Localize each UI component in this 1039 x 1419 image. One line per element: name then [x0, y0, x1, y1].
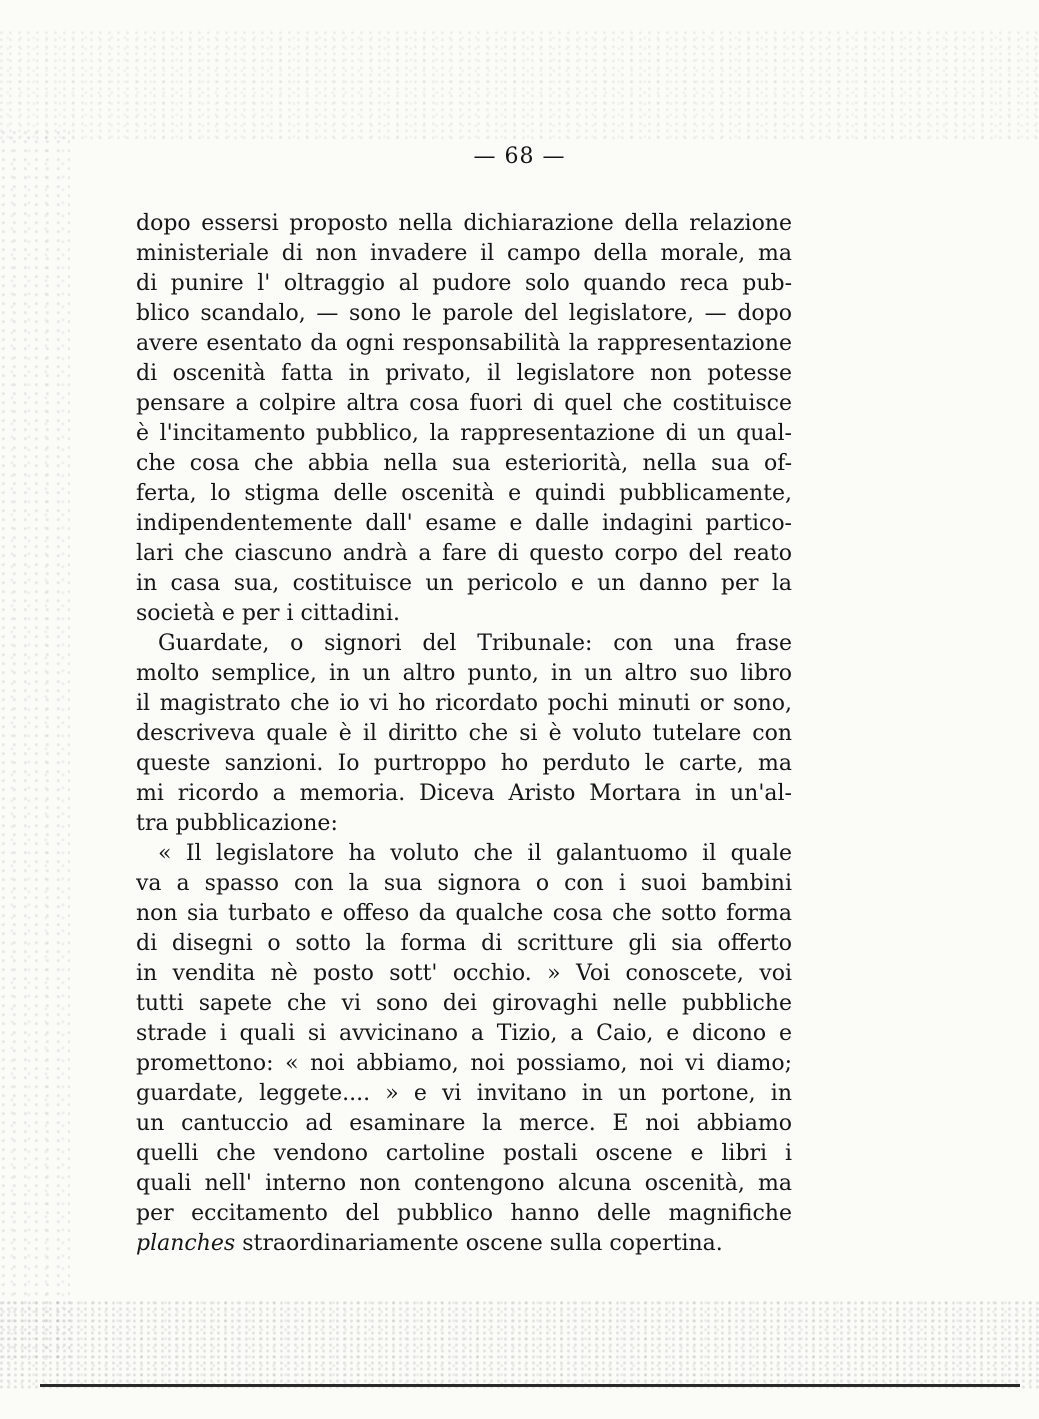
- text-line: Guardate, o signori del Tribunale: con una frase: [158, 631, 792, 656]
- text-line: descriveva quale è il diritto che si è voluto tutelare con: [136, 721, 792, 746]
- text-line: promettono: « noi abbiamo, noi possiamo, noi vi diamo;: [136, 1051, 792, 1076]
- text-line: avere esentato da ogni responsabilità la rappresentazione: [136, 331, 792, 356]
- text-line: quelli che vendono cartoline postali oscene e libri i: [136, 1141, 792, 1166]
- text-line: il magistrato che io vi ho ricordato pochi minuti or sono,: [136, 691, 792, 716]
- text-line: è l'incitamento pubblico, la rappresentazione di un qual-: [136, 421, 792, 446]
- text-line: in casa sua, costituisce un pericolo e un danno per la: [136, 571, 792, 596]
- scan-noise-bottom: [0, 1300, 1039, 1390]
- text-line: società e per i cittadini.: [136, 601, 400, 626]
- text-line: blico scandalo, — sono le parole del legislatore, — dopo: [136, 301, 792, 326]
- text-line: « Il legislatore ha voluto che il galantuomo il quale: [158, 841, 792, 866]
- text-line: che cosa che abbia nella sua esteriorità, nella sua of-: [136, 451, 792, 476]
- text-line: non sia turbato e offeso da qualche cosa che sotto forma: [136, 901, 792, 926]
- scan-noise-left: [0, 130, 70, 1360]
- text-line: lari che ciascuno andrà a fare di questo corpo del reato: [136, 541, 792, 566]
- text-line: di disegni o sotto la forma di scritture gli sia offerto: [136, 931, 792, 956]
- text-line: quali nell' interno non contengono alcuna oscenità, ma: [136, 1171, 792, 1196]
- text-line: tra pubblicazione:: [136, 811, 338, 836]
- text-line: per eccitamento del pubblico hanno delle magnifiche: [136, 1201, 792, 1226]
- text-line-rest: straordinariamente oscene sulla copertina.: [235, 1231, 723, 1256]
- page-number: — 68 —: [473, 144, 566, 169]
- scan-noise-top: [0, 30, 1039, 140]
- text-line: dopo essersi proposto nella dichiarazione della relazione: [136, 211, 792, 236]
- text-line: strade i quali si avvicinano a Tizio, a Caio, e dicono e: [136, 1021, 792, 1046]
- text-line: di oscenità fatta in privato, il legislatore non potesse: [136, 361, 792, 386]
- text-line: di punire l' oltraggio al pudore solo quando reca pub-: [136, 271, 792, 296]
- body-text: [136, 209, 792, 1259]
- text-line: pensare a colpire altra cosa fuori di quel che costituisce: [136, 391, 792, 416]
- text-line: ministeriale di non invadere il campo della morale, ma: [136, 241, 792, 266]
- text-line: ferta, lo stigma delle oscenità e quindi pubblicamente,: [136, 481, 792, 506]
- bottom-edge-rule: [40, 1384, 1020, 1387]
- text-line: mi ricordo a memoria. Diceva Aristo Mortara in un'al-: [136, 781, 792, 806]
- text-line: guardate, leggete.... » e vi invitano in un portone, in: [136, 1081, 792, 1106]
- text-line-last: [136, 1229, 792, 1259]
- text-line: molto semplice, in un altro punto, in un altro suo libro: [136, 661, 792, 686]
- text-line: indipendentemente dall' esame e dalle indagini partico-: [136, 511, 792, 536]
- text-line: un cantuccio ad esaminare la merce. E noi abbiamo: [136, 1111, 792, 1136]
- text-line: va a spasso con la sua signora o con i suoi bambini: [136, 871, 792, 896]
- text-line: tutti sapete che vi sono dei girovaghi nelle pubbliche: [136, 991, 792, 1016]
- text-line: in vendita nè posto sott' occhio. » Voi conoscete, voi: [136, 961, 792, 986]
- italic-word: planches: [136, 1231, 236, 1256]
- text-line: queste sanzioni. Io purtroppo ho perduto le carte, ma: [136, 751, 792, 776]
